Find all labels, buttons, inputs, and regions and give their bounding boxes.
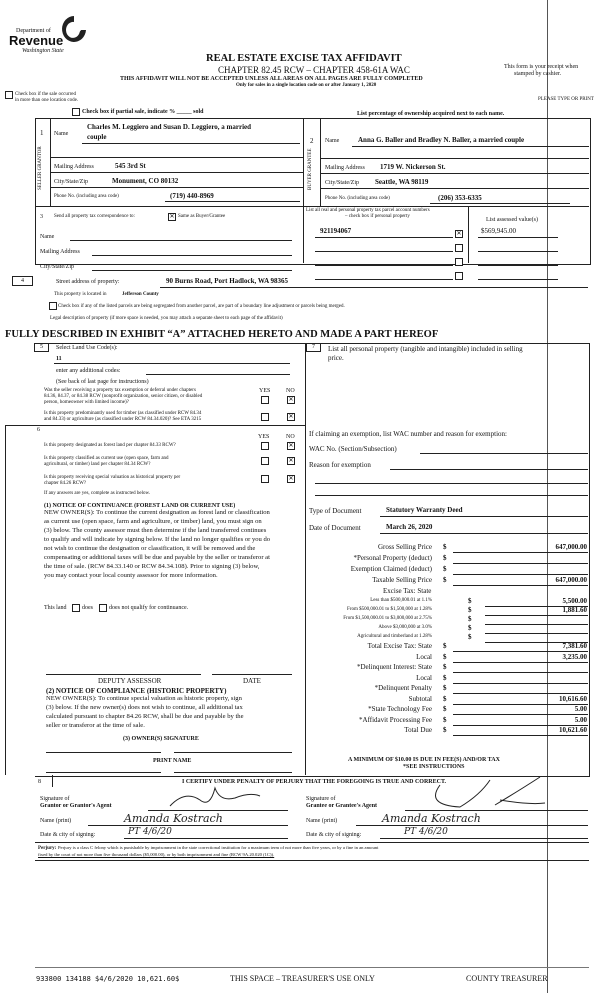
personal-property-checkbox[interactable] [455,244,463,252]
notice-line: seller or transferor at the time of sale. [46,722,145,729]
question: Is this property receiving special valuation as historical property per [44,475,181,480]
label: Grantee or Grantee's Agent [306,803,378,809]
price-row-line [453,563,588,564]
value-line [478,265,558,266]
price-row-value[interactable]: 647,000.00 [555,543,587,551]
label: Phone No. (including area code) [325,196,390,201]
certification-statement: I CERTIFY UNDER PENALTY OF PERJURY THAT THE FOREGOING IS TRUE AND CORRECT. [182,779,447,785]
notice-line: the time of sale. (RCW 84.33.140 or RCW 84.34.108). Prior to signing (3) below, [44,563,260,570]
label: Phone No. (including area code) [54,194,119,199]
dollar-sign: $ [443,554,447,562]
total-row-line [453,662,588,663]
receipt-note: This form is your receipt when [504,64,579,70]
grantor-date-city[interactable]: PT 4/6/20 [128,827,172,837]
ownership-note: List percentage of ownership acquired next to each name. [357,111,505,117]
total-row-label: *Delinquent Penalty [374,684,432,692]
tax-tier-line [485,615,588,616]
notice-line: not wish to continue the designation or classification, it will be removed and the [44,545,256,552]
parcel-line [315,265,453,266]
does-not-qualify-checkbox[interactable] [99,604,107,612]
seller-phone[interactable]: (719) 440-8969 [170,192,214,200]
dollar-sign: $ [443,565,447,573]
tax-tier-value[interactable]: 5,500.00 [562,597,587,605]
notice-line: NEW OWNER(S): To continue special valuation as historic property, sign [46,695,242,702]
dollar-sign: $ [443,694,447,703]
label: Name [54,131,69,137]
grantor-print-name[interactable]: Amanda Kostrach [124,812,223,825]
total-row-line [453,735,588,736]
dollar-sign: $ [468,606,472,614]
label: Check box if any of the listed parcels are being segregated from another parcel, are part of a boundary line adjustment or parcels being merged. [58,304,345,309]
buyer-city-state-zip[interactable]: Seattle, WA 98119 [375,178,429,186]
total-row-value[interactable]: 10,616.60 [559,694,587,703]
assessed-value[interactable]: $569,945.00 [481,227,516,235]
dollar-sign: $ [443,663,447,671]
dollar-sign: $ [443,652,447,661]
notice-line: you may contact your local county assessor for more information. [44,572,218,579]
label: List assessed value(s) [486,217,538,223]
multi-location-checkbox[interactable] [5,91,13,99]
question: Was the seller receiving a property tax exemption or deferral under chapters [44,388,196,393]
excise-tax-label: Excise Tax: State [383,587,432,595]
label: List all personal property (tangible and intangible) included in selling [328,345,523,353]
label: Send all property tax correspondence to: [54,214,135,219]
label: YES [259,388,271,394]
question: 84.36, 84.37, or 84.38 RCW (nonprofit organization, senior citizen, or disabled [44,394,203,399]
forest-no-checkbox[interactable] [287,442,295,450]
total-row-line [453,683,588,684]
tax-tier-label: Agricultural and timberland at 1.28% [357,634,432,639]
total-row-label: Local [416,652,432,661]
logo-text: Washington State [22,48,64,54]
total-row-value[interactable]: 10,621.60 [559,726,587,734]
historic-yes-checkbox[interactable] [261,475,269,483]
total-row-label: Total Due [404,726,432,734]
multi-location-label: in more than one location code. [15,98,79,103]
seller-mailing-address[interactable]: 545 3rd St [115,162,146,170]
total-row-line [453,693,588,694]
notice-line: NEW OWNER(S): To continue the current designation as forest land or classification [44,509,270,516]
document-date[interactable]: March 26, 2020 [386,523,433,531]
total-row-label: *State Technology Fee [368,705,432,713]
please-type: PLEASE TYPE OR PRINT [538,97,594,102]
question: Is this property predominantly used for timber (as classified under RCW 84.34 [44,411,202,416]
perjury-text: fixed by the court of not more than five thousand dollars ($5,000.00), or by both imprisonment and fine (RCW 9A.20.020 (1C)). [38,852,275,857]
total-row-label: *Affidavit Processing Fee [359,715,432,724]
dollar-sign: $ [443,726,447,734]
label: If claiming an exemption, list WAC number and reason for exemption: [309,430,507,438]
label: YES [258,434,270,440]
dollar-sign: $ [468,597,472,605]
tax-tier-line [485,633,588,634]
dollar-sign: $ [468,624,472,632]
logo-text: Department of [16,28,51,34]
question: Is this property classified as current use (open space, farm and [44,456,169,461]
price-row-value[interactable]: 647,000.00 [555,576,587,584]
date-label: DATE [243,677,261,685]
legal-description[interactable]: FULLY DESCRIBED IN EXHIBIT “A” ATTACHED HERETO AND MADE A PART HEREOF [5,329,439,340]
historic-no-checkbox[interactable] [287,475,295,483]
tax-tier-label: Above $3,000,000 at 3.0% [378,625,432,630]
label: does not qualify for continuance. [109,605,189,611]
buyer-mailing-address[interactable]: 1719 W. Nickerson St. [380,163,446,171]
label: Name [325,138,340,144]
dollar-sign: $ [443,642,447,650]
seller-side-label: SELLER GRANTOR [38,146,43,190]
value-line [478,237,558,238]
parcel-line [315,251,453,252]
personal-property-checkbox[interactable] [455,230,463,238]
logo-swoosh-icon [60,14,88,44]
perjury-text: Perjury is a class C felony which is punishable by imprisonment in the state correctional institution for a maximum term of not more than five years, or by a fine in an amount [58,845,379,850]
tax-tier-line [485,624,588,625]
document-type[interactable]: Statutory Warranty Deed [386,506,463,514]
logo-text: Revenue [9,33,64,48]
personal-property-checkbox[interactable] [455,258,463,266]
label: Reason for exemption [309,461,371,469]
section-number: 8 [38,779,41,785]
label: If any answers are yes, complete as instructed below. [44,491,151,496]
total-row-label: Total Excise Tax: State [367,642,432,650]
parcel-line [315,279,453,280]
dollar-sign: $ [443,576,447,584]
total-row-value[interactable]: 3,235.00 [562,652,587,661]
dollar-sign: $ [468,615,472,623]
question: person, homeowner with limited income)? [44,400,129,405]
dollar-sign: $ [443,705,447,713]
label: Same as Buyer/Grantee [178,214,226,219]
label: – check box if personal property [345,214,410,219]
label: City/State/Zip [325,180,359,186]
notice-title: (1) NOTICE OF CONTINUANCE (FOREST LAND OR CURRENT USE) [44,503,236,509]
section-number: 3 [40,214,43,220]
question: Is this property designated as forest land per chapter 84.33 RCW? [44,443,176,448]
seller-name-cont[interactable]: couple [87,133,107,141]
total-row-value[interactable]: 5.00 [574,705,587,713]
total-row-line [453,651,588,652]
label: Legal description of property (if more space is needed, you may attach a separate sheet to each page of the affidavit) [50,316,283,321]
section-number: 7 [306,343,321,352]
form-title: REAL ESTATE EXCISE TAX AFFIDAVIT [206,53,402,64]
property-county: Jefferson County [122,292,159,297]
print-name-label: PRINT NAME [153,758,192,764]
total-row-line [453,672,588,673]
label: List all real and personal property tax parcel account numbers [306,208,430,213]
timber-yes-checkbox[interactable] [261,413,269,421]
label: Mailing Address [325,165,365,171]
label: (See back of last page for instructions) [56,379,149,385]
dollar-sign: $ [443,543,447,551]
property-street-address[interactable]: 90 Burns Road, Port Hadlock, WA 98365 [166,277,288,285]
grantor-signature[interactable] [160,780,270,810]
label: enter any additional codes: [56,368,121,374]
total-row-value[interactable]: 5.00 [574,715,587,724]
buyer-side-label: BUYER GRANTEE [308,148,313,190]
label: Date of Document [309,524,361,532]
seller-name[interactable]: Charles M. Leggiero and Susan D. Leggiero, a married [87,123,252,131]
label: NO [286,434,295,440]
label: Signature of [40,796,70,802]
question: chapter 84.26 RCW? [44,481,87,486]
tax-tier-label: From $500,000.01 to $1,500,000 at 1.28% [347,607,432,612]
dollar-sign: $ [443,715,447,724]
county-treasurer-label: COUNTY TREASURER [466,974,548,983]
value-line [478,251,558,252]
price-row-label: Exemption Claimed (deduct) [350,565,432,573]
multi-location-label: Check box if the sale occurred [15,92,76,97]
label: Select Land Use Code(s): [56,345,118,351]
land-use-code[interactable]: 11 [56,356,62,362]
price-row-label: *Personal Property (deduct) [353,554,432,562]
label: Name (print) [40,818,72,824]
current-use-yes-checkbox[interactable] [261,457,269,465]
buyer-name[interactable]: Anna G. Baller and Bradley N. Baller, a married couple [358,136,525,144]
tax-tier-value[interactable]: 1,881.60 [562,606,587,614]
section-number: 1 [40,129,44,137]
value-line [478,279,558,280]
segregated-checkbox[interactable] [49,302,57,310]
price-row-label: Taxable Selling Price [372,576,432,584]
current-use-no-checkbox[interactable] [287,457,295,465]
question: agricultural, or timber) land per chapter 84.34 RCW? [44,462,151,467]
label: This land [44,605,67,611]
personal-property-checkbox[interactable] [455,272,463,280]
notice-line: to qualify and will indicate by signing below. If the land no longer qualifies or you do [44,536,271,543]
forest-yes-checkbox[interactable] [261,442,269,450]
label: Type of Document [309,507,362,515]
label: Date & city of signing: [40,832,96,838]
question: and 84.33) or agriculture (as classified under RCW 84.34.020)? See ETA 3215 [44,417,202,422]
section-number: 5 [34,343,49,352]
same-as-buyer-checkbox[interactable] [168,213,176,221]
grantee-date-city[interactable]: PT 4/6/20 [404,827,448,837]
label: City/State/Zip [40,264,74,270]
timber-no-checkbox[interactable] [287,413,295,421]
owner-signature-label: (3) OWNER(S) SIGNATURE [123,736,199,742]
form-warning: THIS AFFIDAVIT WILL NOT BE ACCEPTED UNLESS ALL AREAS ON ALL PAGES ARE FULLY COMPLETED [120,76,423,82]
parcel-line [315,237,453,238]
section-number: 6 [37,427,40,433]
label: WAC No. (Section/Subsection) [309,445,397,453]
section-number: 2 [310,137,314,145]
notice-line: (3) below. The county assessor must then determine if the land transferred continues [44,527,267,534]
label: NO [286,388,295,394]
label: Name [40,234,55,240]
does-qualify-checkbox[interactable] [72,604,80,612]
treasurer-use-label: THIS SPACE – TREASURER'S USE ONLY [230,974,375,983]
notice-line: as current use (open space, farm and agriculture, or timber) land, you must sign on [44,518,262,525]
tax-exemption-yes-checkbox[interactable] [261,396,269,404]
total-row-line [453,704,588,705]
total-row-line [453,714,588,715]
total-row-label: Local [416,673,432,682]
label: Signature of [306,796,336,802]
partial-sale-checkbox[interactable] [72,108,80,116]
label: Mailing Address [54,164,94,170]
notice-line: (3) below. If the new owner(s) does not wish to continue, all additional tax [46,704,243,711]
parcel-number[interactable]: 921194067 [320,227,352,235]
label: Perjury: [38,846,57,851]
grantee-signature[interactable] [420,775,550,810]
label: Date & city of signing: [306,832,362,838]
see-instructions: *SEE INSTRUCTIONS [403,764,465,770]
minimum-notice: A MINIMUM OF $10.00 IS DUE IN FEE(S) AND/OR TAX [348,757,500,763]
price-row-label: Gross Selling Price [377,543,432,551]
dollar-sign: $ [443,684,447,692]
deputy-assessor-label: DEPUTY ASSESSOR [98,677,162,685]
notice-line: calculated pursuant to chapter 84.26 RCW, shall be due and payable by the [46,713,244,720]
label: price. [328,354,344,362]
partial-sale-label: Check box if partial sale, indicate % _____ sold [82,109,204,115]
notice-title: (2) NOTICE OF COMPLIANCE (HISTORIC PROPERTY) [46,687,227,695]
dollar-sign: $ [443,673,447,682]
label: This property is located in [54,292,107,297]
form-chapter: CHAPTER 82.45 RCW – CHAPTER 458-61A WAC [218,65,410,75]
buyer-phone[interactable]: (206) 353-6335 [438,194,482,202]
label: City/State/Zip [54,179,88,185]
total-row-label: *Delinquent Interest: State [356,663,432,671]
tax-exemption-no-checkbox[interactable] [287,396,295,404]
grantee-print-name[interactable]: Amanda Kostrach [382,812,481,825]
notice-line: compensating or additional taxes will be due and payable by the seller or transferor at [44,554,270,561]
price-row-line [453,585,588,586]
price-row-line [453,552,588,553]
tax-tier-label: Less than $500,000.01 at 1.1% [370,598,432,603]
seller-city-state-zip[interactable]: Monument, CO 80132 [112,177,179,185]
tax-tier-label: From $1,500,000.01 to $3,000,000 at 2.75% [343,616,432,621]
receipt-stamp: 933800 134188 $4/6/2020 10,621.60$ [36,975,180,983]
price-row-line [453,574,588,575]
label: Mailing Address [40,249,80,255]
receipt-note: stamped by cashier. [514,71,562,77]
form-scope: Only for sales in a single location code on or after January 1, 2020 [236,83,377,88]
dollar-sign: $ [468,633,472,641]
label: does [82,605,93,611]
label: Name (print) [306,818,338,824]
label: Grantor or Grantor's Agent [40,803,112,809]
total-row-label: Subtotal [408,694,432,703]
label: Street address of property: [56,279,120,285]
total-row-value[interactable]: 7,381.60 [562,642,587,650]
section-number: 4 [12,276,33,286]
